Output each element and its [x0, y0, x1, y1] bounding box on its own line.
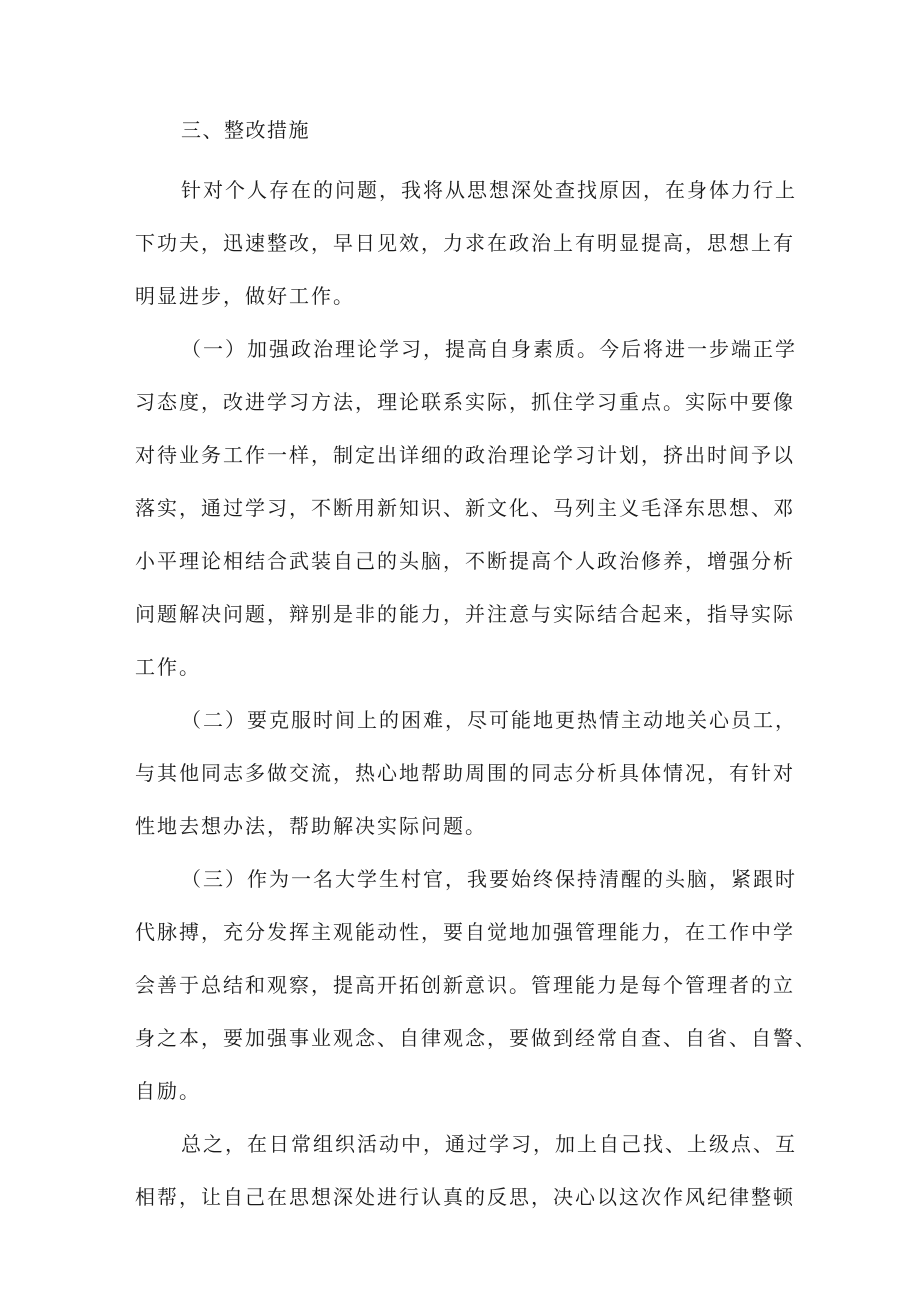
paragraph-line: 小平理论相结合武装自己的头脑，不断提高个人政治修养，增强分析 [135, 549, 795, 573]
paragraph-line: 身之本，要加强事业观念、自律观念，要做到经常自查、自省、自警、 [135, 1026, 817, 1050]
paragraph-line: （一）加强政治理论学习，提高自身素质。今后将进一步端正学 [181, 337, 797, 361]
paragraph-line: 相帮，让自己在思想深处进行认真的反思，决心以这次作风纪律整顿 [135, 1185, 795, 1209]
paragraph-line: （二）要克服时间上的困难，尽可能地更热情主动地关心员工， [181, 708, 797, 732]
paragraph-line: 代脉搏，充分发挥主观能动性，要自觉地加强管理能力，在工作中学 [135, 920, 795, 944]
paragraph-line: 工作。 [135, 655, 201, 679]
paragraph-line: 明显进步，做好工作。 [135, 284, 355, 308]
paragraph-line: 总之，在日常组织活动中，通过学习，加上自己找、上级点、互 [181, 1132, 797, 1156]
paragraph-line: 会善于总结和观察，提高开拓创新意识。管理能力是每个管理者的立 [135, 973, 795, 997]
section-heading: 三、整改措施 [181, 118, 310, 142]
paragraph-line: 习态度，改进学习方法，理论联系实际，抓住学习重点。实际中要像 [135, 390, 795, 414]
paragraph-line: 针对个人存在的问题，我将从思想深处查找原因，在身体力行上 [181, 178, 797, 202]
paragraph-line: 与其他同志多做交流，热心地帮助周围的同志分析具体情况，有针对 [135, 761, 795, 785]
paragraph-line: 性地去想办法，帮助解决实际问题。 [135, 814, 487, 838]
paragraph-line: （三）作为一名大学生村官，我要始终保持清醒的头脑，紧跟时 [181, 867, 797, 891]
paragraph-line: 对待业务工作一样，制定出详细的政治理论学习计划，挤出时间予以 [135, 443, 795, 467]
paragraph-line: 自励。 [135, 1079, 201, 1103]
paragraph-line: 问题解决问题，辩别是非的能力，并注意与实际结合起来，指导实际 [135, 602, 795, 626]
paragraph-line: 落实，通过学习，不断用新知识、新文化、马列主义毛泽东思想、邓 [135, 496, 795, 520]
paragraph-line: 下功夫，迅速整改，早日见效，力求在政治上有明显提高，思想上有 [135, 231, 795, 255]
